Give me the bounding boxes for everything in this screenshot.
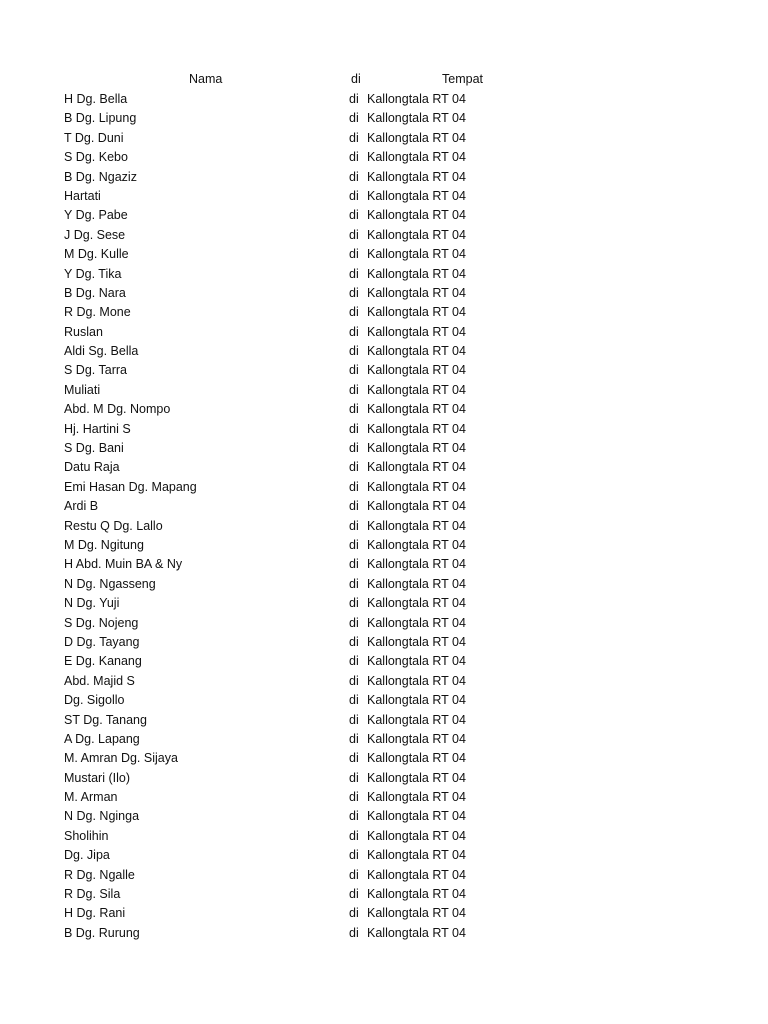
row-name: R Dg. Sila: [64, 887, 121, 902]
row-place: Kallongtala RT 04: [367, 285, 466, 300]
row-name: H Dg. Rani: [64, 906, 126, 921]
row-name: Y Dg. Pabe: [64, 208, 128, 223]
row-place: Kallongtala RT 04: [367, 809, 466, 824]
table-row: [0, 400, 768, 419]
row-name: N Dg. Ngasseng: [64, 576, 156, 591]
table-row: [0, 420, 768, 439]
row-di: di: [349, 615, 359, 630]
row-place: Kallongtala RT 04: [367, 188, 466, 203]
table-row: [0, 361, 768, 380]
row-place: Kallongtala RT 04: [367, 790, 466, 805]
row-di: di: [349, 925, 359, 940]
row-place: Kallongtala RT 04: [367, 596, 466, 611]
row-name: Ruslan: [64, 324, 103, 339]
row-place: Kallongtala RT 04: [367, 441, 466, 456]
table-row: [0, 226, 768, 245]
table-row: [0, 788, 768, 807]
row-di: di: [349, 751, 359, 766]
row-place: Kallongtala RT 04: [367, 770, 466, 785]
row-name: M Dg. Ngitung: [64, 537, 144, 552]
row-di: di: [349, 809, 359, 824]
table-body: [0, 90, 768, 943]
table-row: [0, 129, 768, 148]
row-name: B Dg. Lipung: [64, 111, 137, 126]
table-row: [0, 827, 768, 846]
row-place: Kallongtala RT 04: [367, 344, 466, 359]
row-name: Mustari (Ilo): [64, 770, 130, 785]
row-name: Hartati: [64, 188, 101, 203]
table-row: [0, 769, 768, 788]
row-di: di: [349, 576, 359, 591]
table-row: [0, 904, 768, 923]
row-name: Dg. Jipa: [64, 848, 110, 863]
row-di: di: [349, 596, 359, 611]
table-row: [0, 323, 768, 342]
table-row: [0, 168, 768, 187]
row-di: di: [349, 848, 359, 863]
row-di: di: [349, 518, 359, 533]
row-di: di: [349, 828, 359, 843]
row-di: di: [349, 208, 359, 223]
row-place: Kallongtala RT 04: [367, 518, 466, 533]
row-di: di: [349, 557, 359, 572]
table-row: [0, 439, 768, 458]
row-di: di: [349, 499, 359, 514]
table-row: [0, 109, 768, 128]
row-name: E Dg. Kanang: [64, 654, 142, 669]
row-name: Restu Q Dg. Lallo: [64, 518, 163, 533]
row-place: Kallongtala RT 04: [367, 848, 466, 863]
row-name: M. Arman: [64, 790, 118, 805]
row-name: B Dg. Nara: [64, 285, 126, 300]
table-row: [0, 633, 768, 652]
row-place: Kallongtala RT 04: [367, 693, 466, 708]
row-di: di: [349, 285, 359, 300]
row-name: Hj. Hartini S: [64, 421, 131, 436]
table-row: [0, 265, 768, 284]
row-di: di: [349, 712, 359, 727]
row-name: Abd. Majid S: [64, 673, 135, 688]
row-place: Kallongtala RT 04: [367, 150, 466, 165]
row-name: A Dg. Lapang: [64, 731, 140, 746]
row-name: N Dg. Nginga: [64, 809, 140, 824]
row-name: Ardi B: [64, 499, 99, 514]
row-name: S Dg. Kebo: [64, 150, 128, 165]
row-name: Y Dg. Tika: [64, 266, 122, 281]
row-di: di: [349, 537, 359, 552]
row-di: di: [349, 770, 359, 785]
row-place: Kallongtala RT 04: [367, 227, 466, 242]
row-di: di: [349, 382, 359, 397]
row-di: di: [349, 130, 359, 145]
row-di: di: [349, 634, 359, 649]
header-nama: Nama: [189, 72, 223, 86]
table-row: [0, 885, 768, 904]
row-place: Kallongtala RT 04: [367, 615, 466, 630]
row-place: Kallongtala RT 04: [367, 460, 466, 475]
row-place: Kallongtala RT 04: [367, 712, 466, 727]
row-name: Datu Raja: [64, 460, 120, 475]
row-place: Kallongtala RT 04: [367, 247, 466, 262]
row-name: R Dg. Ngalle: [64, 867, 135, 882]
row-place: Kallongtala RT 04: [367, 673, 466, 688]
row-name: D Dg. Tayang: [64, 634, 140, 649]
row-di: di: [349, 887, 359, 902]
table-row: [0, 691, 768, 710]
row-place: Kallongtala RT 04: [367, 402, 466, 417]
row-di: di: [349, 693, 359, 708]
row-name: B Dg. Ngaziz: [64, 169, 137, 184]
row-place: Kallongtala RT 04: [367, 499, 466, 514]
row-di: di: [349, 247, 359, 262]
row-name: S Dg. Nojeng: [64, 615, 139, 630]
table-row: [0, 652, 768, 671]
row-di: di: [349, 363, 359, 378]
row-place: Kallongtala RT 04: [367, 479, 466, 494]
row-place: Kallongtala RT 04: [367, 906, 466, 921]
row-name: H Abd. Muin BA & Ny: [64, 557, 183, 572]
row-place: Kallongtala RT 04: [367, 305, 466, 320]
row-di: di: [349, 654, 359, 669]
table-row: [0, 206, 768, 225]
row-name: N Dg. Yuji: [64, 596, 120, 611]
row-di: di: [349, 324, 359, 339]
row-place: Kallongtala RT 04: [367, 828, 466, 843]
table-row: [0, 90, 768, 109]
table-row: [0, 749, 768, 768]
row-place: Kallongtala RT 04: [367, 111, 466, 126]
table-row: [0, 555, 768, 574]
row-place: Kallongtala RT 04: [367, 654, 466, 669]
table-row: [0, 497, 768, 516]
row-name: Muliati: [64, 382, 101, 397]
table-row: [0, 148, 768, 167]
row-di: di: [349, 111, 359, 126]
row-place: Kallongtala RT 04: [367, 208, 466, 223]
row-name: Emi Hasan Dg. Mapang: [64, 479, 197, 494]
row-di: di: [349, 867, 359, 882]
row-name: ST Dg. Tanang: [64, 712, 147, 727]
table-row: [0, 866, 768, 885]
row-place: Kallongtala RT 04: [367, 363, 466, 378]
table-row: [0, 478, 768, 497]
row-di: di: [349, 421, 359, 436]
row-place: Kallongtala RT 04: [367, 130, 466, 145]
row-di: di: [349, 731, 359, 746]
row-name: S Dg. Tarra: [64, 363, 127, 378]
row-name: Sholihin: [64, 828, 109, 843]
row-place: Kallongtala RT 04: [367, 266, 466, 281]
row-place: Kallongtala RT 04: [367, 421, 466, 436]
table-row: [0, 711, 768, 730]
row-place: Kallongtala RT 04: [367, 382, 466, 397]
row-di: di: [349, 344, 359, 359]
table-row: [0, 730, 768, 749]
table-row: [0, 187, 768, 206]
row-name: J Dg. Sese: [64, 227, 126, 242]
row-place: Kallongtala RT 04: [367, 925, 466, 940]
table-row: [0, 245, 768, 264]
table-header: [0, 70, 768, 88]
table-row: [0, 594, 768, 613]
row-di: di: [349, 305, 359, 320]
table-row: [0, 807, 768, 826]
row-di: di: [349, 673, 359, 688]
row-di: di: [349, 227, 359, 242]
table-row: [0, 536, 768, 555]
row-place: Kallongtala RT 04: [367, 867, 466, 882]
row-name: Abd. M Dg. Nompo: [64, 402, 171, 417]
row-di: di: [349, 266, 359, 281]
table-row: [0, 672, 768, 691]
row-di: di: [349, 790, 359, 805]
row-place: Kallongtala RT 04: [367, 634, 466, 649]
table-row: [0, 458, 768, 477]
row-di: di: [349, 479, 359, 494]
row-place: Kallongtala RT 04: [367, 576, 466, 591]
row-place: Kallongtala RT 04: [367, 751, 466, 766]
row-di: di: [349, 441, 359, 456]
header-di: di: [351, 72, 361, 86]
row-place: Kallongtala RT 04: [367, 731, 466, 746]
table-row: [0, 614, 768, 633]
table-row: [0, 284, 768, 303]
table-row: [0, 381, 768, 400]
row-place: Kallongtala RT 04: [367, 887, 466, 902]
row-place: Kallongtala RT 04: [367, 537, 466, 552]
row-place: Kallongtala RT 04: [367, 557, 466, 572]
row-di: di: [349, 150, 359, 165]
row-place: Kallongtala RT 04: [367, 92, 466, 106]
row-di: di: [349, 188, 359, 203]
table-row: [0, 924, 768, 943]
row-place: Kallongtala RT 04: [367, 169, 466, 184]
row-di: di: [349, 906, 359, 921]
table-row: [0, 303, 768, 322]
table-row: [0, 342, 768, 361]
row-di: di: [349, 460, 359, 475]
row-name: H Dg. Bella: [64, 92, 128, 106]
row-name: M Dg. Kulle: [64, 247, 129, 262]
row-name: M. Amran Dg. Sijaya: [64, 751, 178, 766]
row-name: S Dg. Bani: [64, 441, 124, 456]
row-di: di: [349, 402, 359, 417]
row-name: T Dg. Duni: [64, 130, 124, 145]
table-row: [0, 575, 768, 594]
table-row: [0, 846, 768, 865]
row-name: Aldi Sg. Bella: [64, 344, 139, 359]
row-name: B Dg. Rurung: [64, 925, 140, 940]
table-row: [0, 517, 768, 536]
row-name: Dg. Sigollo: [64, 693, 125, 708]
row-place: Kallongtala RT 04: [367, 324, 466, 339]
header-tempat: Tempat: [442, 72, 483, 86]
row-di: di: [349, 92, 359, 106]
row-name: R Dg. Mone: [64, 305, 131, 320]
row-di: di: [349, 169, 359, 184]
